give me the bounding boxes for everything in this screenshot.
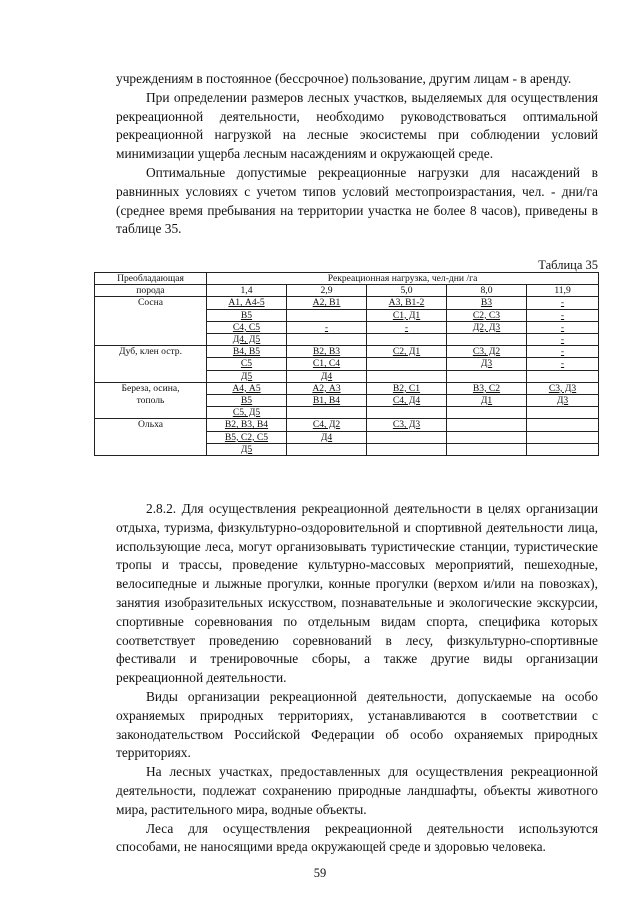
load-cell bbox=[367, 309, 447, 321]
load-column-5: 11,9 bbox=[527, 285, 599, 297]
load-cell bbox=[527, 309, 599, 321]
load-cell-value: С4, С5 bbox=[232, 321, 261, 333]
table-caption: Таблица 35 bbox=[538, 258, 598, 272]
load-cell bbox=[527, 395, 599, 407]
load-cell bbox=[367, 358, 447, 370]
load-cell bbox=[367, 407, 447, 419]
load-cell bbox=[207, 395, 287, 407]
load-cell bbox=[207, 321, 287, 333]
load-cell-value: А2, А3 bbox=[312, 382, 341, 394]
load-cell bbox=[447, 358, 527, 370]
load-cell bbox=[287, 419, 367, 431]
load-column-2: 2,9 bbox=[287, 285, 367, 297]
load-cell-value: С5 bbox=[240, 358, 253, 370]
load-cell bbox=[287, 395, 367, 407]
paragraph-protected-areas: Виды организации рекреационной деятельности, допускаемые на особо охраняемых природных территориях, устанавливаются в соответствии с законодательством Российской Федерации об особо охраняемых природных территориях. bbox=[116, 688, 598, 761]
load-cell bbox=[527, 346, 599, 358]
table-row bbox=[95, 419, 599, 431]
load-cell-value: Д4, Д5 bbox=[232, 334, 261, 346]
load-cell bbox=[207, 358, 287, 370]
load-cell-value: Д3 bbox=[480, 358, 493, 370]
load-cell-value: - bbox=[560, 321, 565, 333]
load-cell-value: Д4 bbox=[320, 431, 333, 443]
load-cell-value: С4, Д4 bbox=[392, 395, 421, 407]
species-cell bbox=[95, 309, 207, 321]
load-cell-value: В2, С1 bbox=[392, 382, 421, 394]
table-row bbox=[95, 297, 599, 309]
load-cell bbox=[287, 297, 367, 309]
load-cell-value: - bbox=[560, 309, 565, 321]
table-row bbox=[95, 309, 599, 321]
load-cell bbox=[447, 407, 527, 419]
load-cell-value: А4, А5 bbox=[232, 382, 261, 394]
load-cell bbox=[207, 309, 287, 321]
species-cell bbox=[95, 443, 207, 455]
load-cell bbox=[447, 334, 527, 346]
load-cell bbox=[367, 321, 447, 333]
load-column-3: 5,0 bbox=[367, 285, 447, 297]
load-cell bbox=[527, 358, 599, 370]
load-column-4: 8,0 bbox=[447, 285, 527, 297]
load-cell-value: В5 bbox=[240, 395, 253, 407]
load-cell bbox=[287, 407, 367, 419]
load-cell bbox=[367, 346, 447, 358]
paragraph-usage-methods: Леса для осуществления рекреационной деятельности используются способами, не наносящими вреда окружающей среде и здоровью человека. bbox=[116, 820, 598, 855]
species-cell bbox=[95, 431, 207, 443]
header-species-line2: порода bbox=[95, 285, 207, 297]
paragraph-preservation: На лесных участках, предоставленных для осуществления рекреационной деятельности, подлежат сохранению природные ландшафты, объекты животного мира, растительного мира, водные объекты. bbox=[116, 764, 598, 817]
paragraph-continuation: учреждениям в постоянное (бессрочное) пользование, другим лицам - в аренду. bbox=[116, 71, 572, 86]
table-row bbox=[95, 382, 599, 394]
table-row bbox=[95, 358, 599, 370]
species-cell: Дуб, клен остр. bbox=[95, 346, 207, 358]
load-cell-value: С2, Д1 bbox=[392, 346, 421, 358]
load-column-1: 1,4 bbox=[207, 285, 287, 297]
load-cell-value: - bbox=[560, 358, 565, 370]
load-cell-value: С3, Д3 bbox=[548, 382, 577, 394]
species-cell bbox=[95, 407, 207, 419]
table-row bbox=[95, 346, 599, 358]
species-cell bbox=[95, 334, 207, 346]
load-cell-value: В2, В3, В4 bbox=[224, 419, 269, 431]
species-cell: Ольха bbox=[95, 419, 207, 431]
load-cell-value: А1, А4-5 bbox=[228, 297, 265, 309]
load-cell-value: Д5 bbox=[240, 443, 253, 455]
table-header-row bbox=[95, 273, 599, 285]
load-cell-value: В4, В5 bbox=[232, 346, 261, 358]
load-cell bbox=[447, 382, 527, 394]
load-cell bbox=[287, 370, 367, 382]
load-cell bbox=[527, 370, 599, 382]
intro-text bbox=[116, 70, 598, 239]
load-cell-value: А3, В1-2 bbox=[388, 297, 425, 309]
load-cell bbox=[367, 443, 447, 455]
load-cell-value: - bbox=[560, 346, 565, 358]
load-cell bbox=[527, 419, 599, 431]
table-subheader-row bbox=[95, 285, 599, 297]
paragraph-2-8-2: 2.8.2. Для осуществления рекреационной деятельности в целях организации отдыха, туризма, физкультурно-оздоровительной и спортивной деятельности лица, использующие леса, могут организовывать туристические станции, туристические тропы и трассы, проведение культурно-массовых мероприятий, пешеходные, велосипедные и лыжные прогулки, конные прогулки (верхом и/или на повозках), занятия изобразительных искусством, познавательные и экологические экскурсии, спортивные соревнования по отдельным видам спорта, специфика которых соответствует проведению соревнований в лесу, физкультурно-спортивные фестивали и тренировочные сборы, а также другие виды организации рекреационной деятельности. bbox=[116, 501, 598, 686]
load-cell-value: - bbox=[324, 321, 329, 333]
load-cell bbox=[527, 382, 599, 394]
load-cell bbox=[447, 370, 527, 382]
load-cell bbox=[367, 395, 447, 407]
load-cell-value: В5, С2, С5 bbox=[224, 431, 269, 443]
load-cell bbox=[447, 321, 527, 333]
load-cell-value: С1, С4 bbox=[312, 358, 341, 370]
table-row bbox=[95, 395, 599, 407]
load-cell bbox=[207, 407, 287, 419]
header-load: Рекреационная нагрузка, чел-дни /га bbox=[207, 273, 599, 285]
table-row bbox=[95, 321, 599, 333]
load-cell bbox=[447, 346, 527, 358]
load-cell bbox=[207, 431, 287, 443]
load-cell bbox=[207, 370, 287, 382]
load-cell-value: С3, Д2 bbox=[472, 346, 501, 358]
load-cell bbox=[447, 419, 527, 431]
species-cell: Береза, осина, bbox=[95, 382, 207, 394]
load-cell bbox=[207, 443, 287, 455]
load-cell-value: - bbox=[560, 297, 565, 309]
load-cell bbox=[527, 321, 599, 333]
load-cell bbox=[367, 382, 447, 394]
load-cell bbox=[367, 334, 447, 346]
load-cell bbox=[207, 334, 287, 346]
paragraph-optimal-loads: Оптимальные допустимые рекреационные нагрузки для насаждений в равнинных условиях с учетом типов условий местопроизрастания, чел. - дни/га (среднее время пребывания на территории участка не более 8 часов), приведены в таблице 35. bbox=[116, 164, 598, 237]
table-row bbox=[95, 334, 599, 346]
activities-text bbox=[116, 500, 598, 857]
load-cell-value: Д4 bbox=[320, 370, 333, 382]
load-cell bbox=[447, 395, 527, 407]
load-cell bbox=[527, 297, 599, 309]
load-cell-value: Д5 bbox=[240, 370, 253, 382]
load-cell bbox=[287, 358, 367, 370]
paragraph-plot-size: При определении размеров лесных участков, выделяемых для осуществления рекреационной деятельности, необходимо руководствоваться оптимальной рекреационной нагрузкой на лесные экосистемы при соблюдении условий минимизации ущерба лесным насаждениям и окружающей среде. bbox=[116, 89, 598, 162]
load-cell bbox=[447, 297, 527, 309]
table-row bbox=[95, 370, 599, 382]
page-number: 59 bbox=[313, 866, 327, 880]
species-cell bbox=[95, 321, 207, 333]
load-cell-value: - bbox=[560, 334, 565, 346]
load-cell bbox=[447, 443, 527, 455]
load-cell-value: - bbox=[404, 321, 409, 333]
load-cell bbox=[367, 297, 447, 309]
load-cell-value: С5, Д5 bbox=[232, 407, 261, 419]
load-cell bbox=[287, 443, 367, 455]
load-cell bbox=[527, 443, 599, 455]
load-cell bbox=[367, 370, 447, 382]
load-cell bbox=[527, 431, 599, 443]
load-cell bbox=[367, 419, 447, 431]
table-row bbox=[95, 431, 599, 443]
load-cell bbox=[287, 309, 367, 321]
load-cell bbox=[287, 346, 367, 358]
load-cell-value: С4, Д2 bbox=[312, 419, 341, 431]
load-cell bbox=[447, 309, 527, 321]
load-cell-value: В1, В4 bbox=[312, 395, 341, 407]
table-body bbox=[95, 273, 599, 456]
header-species-line1: Преобладающая bbox=[95, 273, 207, 285]
load-cell-value: А2, В1 bbox=[312, 297, 341, 309]
load-cell bbox=[207, 419, 287, 431]
recreational-load-table bbox=[94, 272, 599, 456]
load-cell-value: Д2, Д3 bbox=[472, 321, 501, 333]
load-cell-value: Д1 bbox=[480, 395, 493, 407]
load-cell bbox=[207, 346, 287, 358]
load-cell-value: В3 bbox=[480, 297, 493, 309]
load-cell-value: Д3 bbox=[556, 395, 569, 407]
load-cell-value: С3, Д3 bbox=[392, 419, 421, 431]
load-cell-value: В3, С2 bbox=[472, 382, 501, 394]
load-cell bbox=[527, 407, 599, 419]
load-cell-value: В5 bbox=[240, 309, 253, 321]
species-cell: Сосна bbox=[95, 297, 207, 309]
species-cell bbox=[95, 370, 207, 382]
load-cell bbox=[207, 297, 287, 309]
load-cell bbox=[287, 382, 367, 394]
load-cell-value: С1, Д1 bbox=[392, 309, 421, 321]
load-cell bbox=[527, 334, 599, 346]
load-cell bbox=[287, 334, 367, 346]
table-row bbox=[95, 407, 599, 419]
species-cell bbox=[95, 358, 207, 370]
load-cell-value: С2, С3 bbox=[472, 309, 501, 321]
load-cell bbox=[207, 382, 287, 394]
species-cell: тополь bbox=[95, 395, 207, 407]
load-cell bbox=[447, 431, 527, 443]
load-cell bbox=[287, 431, 367, 443]
table-row bbox=[95, 443, 599, 455]
load-cell bbox=[367, 431, 447, 443]
load-cell bbox=[287, 321, 367, 333]
load-cell-value: В2, В3 bbox=[312, 346, 341, 358]
